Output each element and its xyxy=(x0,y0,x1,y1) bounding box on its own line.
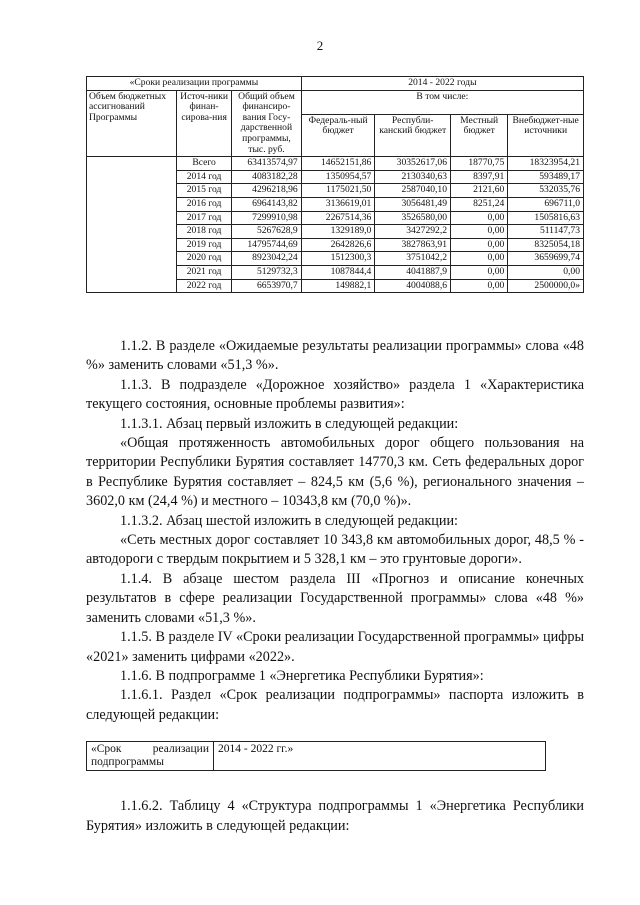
cell-extra: 532035,76 xyxy=(508,184,584,198)
cell-federal: 1512300,3 xyxy=(301,252,375,266)
cell-total: 5267628,9 xyxy=(232,225,302,239)
paragraph: «Сеть местных дорог составляет 10 343,8 км автомобильных дорог, 48,5 % - автодороги с твердым покрытием и 5 328,1 км – это грунтовые дороги». xyxy=(86,532,584,568)
page-number: 2 xyxy=(316,38,324,53)
row-label: 2016 год xyxy=(176,197,231,211)
paragraph: «Общая протяженность автомобильных дорог общего пользования на территории Республики Бурятия составляет 14770,3 км. Сеть федеральных дорог в Республике Бурятия составляет – 824,5 км (5,6 %), регионального значения – 3602,0 км (24,4 %) и местного – 10343,8 км (70,0 %)». xyxy=(86,435,584,510)
title-years: 2014 - 2022 годы xyxy=(301,77,583,91)
cell-local: 8251,24 xyxy=(451,197,508,211)
cell-republic: 30352617,06 xyxy=(375,157,451,171)
cell-republic: 3751042,2 xyxy=(375,252,451,266)
cell-total: 8923042,24 xyxy=(232,252,302,266)
cell-total: 63413574,97 xyxy=(232,157,302,171)
row-label: 2017 год xyxy=(176,211,231,225)
cell-total: 7299910,98 xyxy=(232,211,302,225)
row-label: 2020 год xyxy=(176,252,231,266)
row-label: 2018 год xyxy=(176,225,231,239)
paragraph: 1.1.5. В разделе IV «Сроки реализации Государственной программы» цифры «2021» заменить цифрами «2022». xyxy=(86,629,584,665)
header-volume: Объем бюджетных ассигнований Программы xyxy=(87,90,177,157)
table-row xyxy=(87,157,584,171)
cell-republic: 4041887,9 xyxy=(375,265,451,279)
cell-republic: 2587040,10 xyxy=(375,184,451,198)
cell-extra: 696711,0 xyxy=(508,197,584,211)
table-row xyxy=(87,742,546,771)
cell-extra: 593489,17 xyxy=(508,170,584,184)
cell-total: 14795744,69 xyxy=(232,238,302,252)
cell-federal: 1350954,57 xyxy=(301,170,375,184)
cell-republic: 3056481,49 xyxy=(375,197,451,211)
cell-local: 0,00 xyxy=(451,279,508,293)
volume-blank-cell xyxy=(87,157,177,293)
cell-republic: 2130340,63 xyxy=(375,170,451,184)
header-including: В том числе: xyxy=(301,90,583,114)
cell-total: 5129732,3 xyxy=(232,265,302,279)
cell-federal: 1175021,50 xyxy=(301,184,375,198)
cell-extra: 2500000,0» xyxy=(508,279,584,293)
cell-extra: 1505816,63 xyxy=(508,211,584,225)
cell-extra: 8325054,18 xyxy=(508,238,584,252)
row-label: Всего xyxy=(176,157,231,171)
cell-extra: 511147,73 xyxy=(508,225,584,239)
cell-extra: 0,00 xyxy=(508,265,584,279)
paragraph: 1.1.4. В абзаце шестом раздела III «Прогноз и описание конечных результатов в сфере реализации Государственной программы» слова «48 %» заменить словами «51,3 %». xyxy=(86,570,584,626)
cell-federal: 149882,1 xyxy=(301,279,375,293)
paragraph: 1.1.3.2. Абзац шестой изложить в следующей редакции: xyxy=(120,512,458,529)
cell-local: 2121,60 xyxy=(451,184,508,198)
subprogram-term-table xyxy=(86,741,546,771)
cell-total: 6653970,7 xyxy=(232,279,302,293)
document-body xyxy=(86,337,584,836)
row-label: 2021 год xyxy=(176,265,231,279)
table-header-row xyxy=(87,90,584,114)
term-value: 2014 - 2022 гг.» xyxy=(214,742,546,771)
term-label: «Срок реализации подпрограммы xyxy=(87,742,214,771)
cell-extra: 18323954,21 xyxy=(508,157,584,171)
row-label: 2022 год xyxy=(176,279,231,293)
cell-local: 0,00 xyxy=(451,225,508,239)
row-label: 2019 год xyxy=(176,238,231,252)
cell-federal: 1329189,0 xyxy=(301,225,375,239)
cell-local: 0,00 xyxy=(451,238,508,252)
table-title-row xyxy=(87,77,584,91)
financing-table xyxy=(86,76,584,293)
cell-federal: 14652151,86 xyxy=(301,157,375,171)
cell-republic: 3526580,00 xyxy=(375,211,451,225)
cell-total: 4083182,28 xyxy=(232,170,302,184)
paragraph: 1.1.2. В разделе «Ожидаемые результаты реализации программы» слова «48 %» заменить словами «51,3 %». xyxy=(86,338,584,374)
header-source: Источ-ники финан-сирова-ния xyxy=(176,90,231,157)
cell-local: 8397,91 xyxy=(451,170,508,184)
row-label: 2014 год xyxy=(176,170,231,184)
cell-federal: 1087844,4 xyxy=(301,265,375,279)
cell-republic: 3427292,2 xyxy=(375,225,451,239)
paragraph: 1.1.3. В подразделе «Дорожное хозяйство» раздела 1 «Характеристика текущего состояния, основные проблемы развития»: xyxy=(86,376,584,413)
header-republic: Республи-канский бюджет xyxy=(375,114,451,157)
cell-federal: 2267514,36 xyxy=(301,211,375,225)
header-extra: Внебюджет-ные источники xyxy=(508,114,584,157)
cell-republic: 4004088,6 xyxy=(375,279,451,293)
header-total: Общий объем финансиро-вания Госу-дарственной программы, тыс. руб. xyxy=(232,90,302,157)
paragraph: 1.1.6.2. Таблицу 4 «Структура подпрограммы 1 «Энергетика Республики Бурятия» изложить в следующей редакции: xyxy=(86,798,584,834)
cell-extra: 3659699,74 xyxy=(508,252,584,266)
paragraph: 1.1.3.1. Абзац первый изложить в следующей редакции: xyxy=(120,415,459,432)
cell-local: 0,00 xyxy=(451,211,508,225)
title-terms: «Сроки реализации программы xyxy=(87,77,302,91)
header-federal: Федераль-ный бюджет xyxy=(301,114,375,157)
cell-total: 4296218,96 xyxy=(232,184,302,198)
cell-local: 18770,75 xyxy=(451,157,508,171)
cell-federal: 2642826,6 xyxy=(301,238,375,252)
cell-local: 0,00 xyxy=(451,265,508,279)
paragraph: 1.1.6. В подпрограмме 1 «Энергетика Республики Бурятия»: xyxy=(120,667,484,684)
cell-local: 0,00 xyxy=(451,252,508,266)
paragraph: 1.1.6.1. Раздел «Срок реализации подпрограммы» паспорта изложить в следующей редакции: xyxy=(86,687,584,723)
cell-republic: 3827863,91 xyxy=(375,238,451,252)
header-local: Местный бюджет xyxy=(451,114,508,157)
cell-federal: 3136619,01 xyxy=(301,197,375,211)
row-label: 2015 год xyxy=(176,184,231,198)
cell-total: 6964143,82 xyxy=(232,197,302,211)
